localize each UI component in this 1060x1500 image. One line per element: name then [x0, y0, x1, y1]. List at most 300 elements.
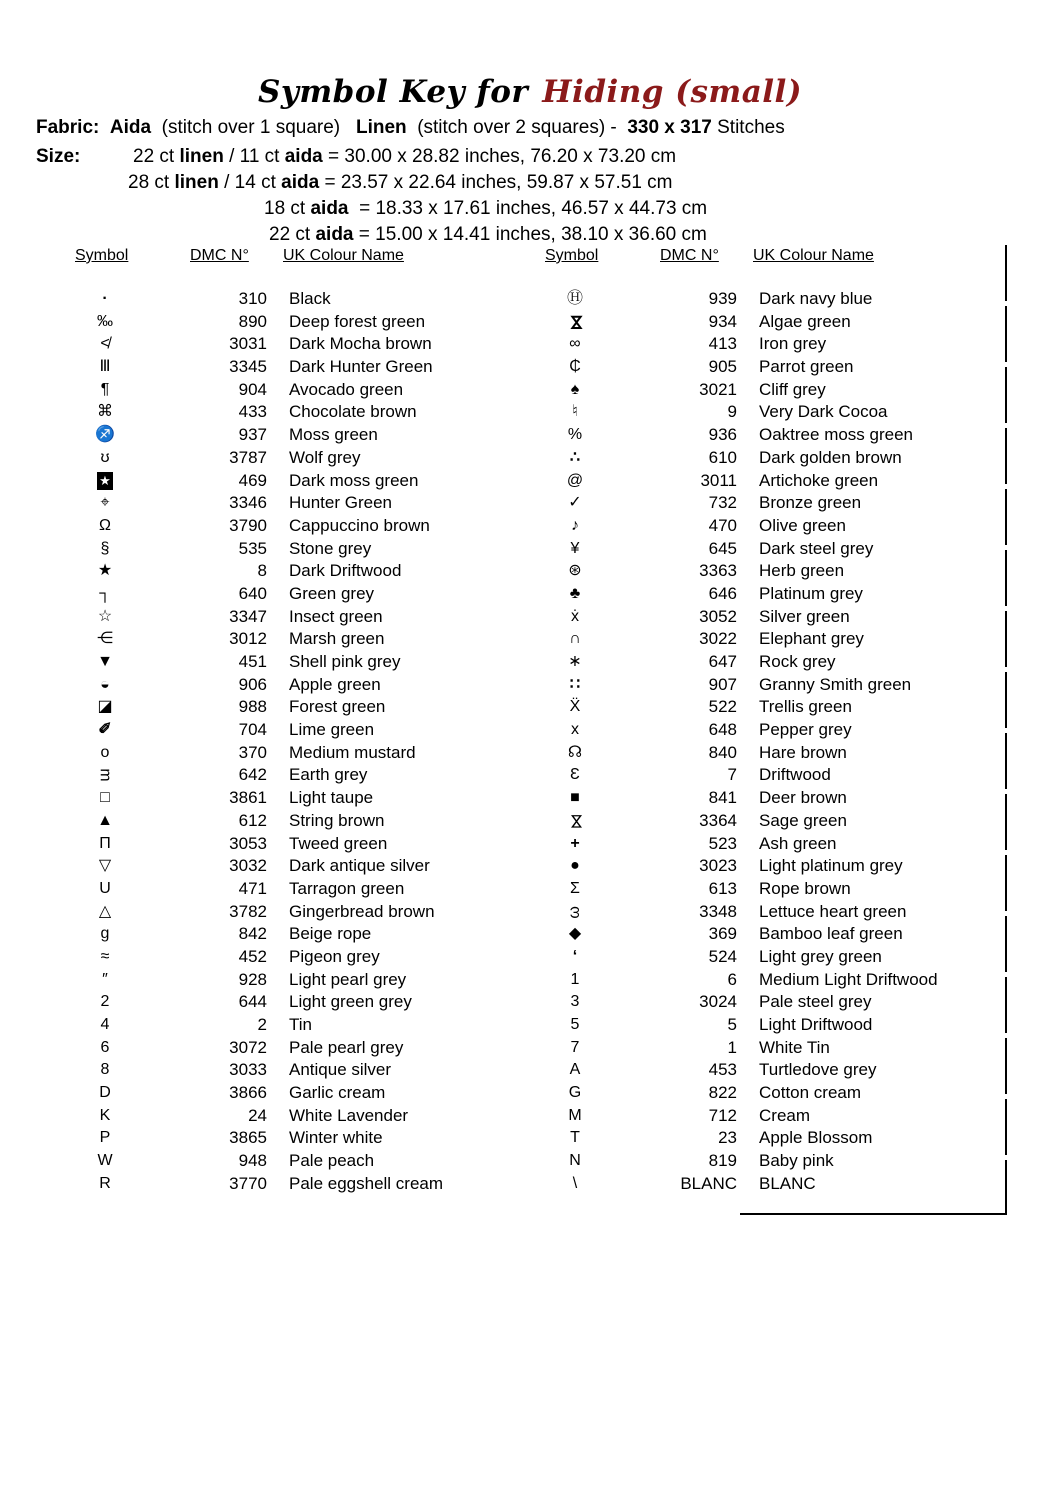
- colour-name: Turtledove grey: [759, 1060, 877, 1080]
- key-row: [530, 1059, 970, 1082]
- stitch-symbol-icon: ·: [102, 290, 108, 307]
- colour-name: Dark Mocha brown: [289, 334, 432, 354]
- dmc-number: 645: [708, 538, 737, 558]
- colour-name: Stone grey: [289, 538, 372, 558]
- dmc-number: 3031: [229, 334, 267, 354]
- colour-name: Gingerbread brown: [289, 901, 435, 921]
- dmc-number: 2: [257, 1015, 267, 1034]
- colour-name: Dark navy blue: [759, 289, 873, 308]
- colour-name: Pale steel grey: [759, 992, 872, 1012]
- colour-name: Forest green: [289, 697, 386, 717]
- key-row: [60, 538, 500, 561]
- key-row: [530, 333, 970, 356]
- text-segment: = 18.33 x 17.61 inches, 46.57 x 44.73 cm: [348, 198, 708, 219]
- dmc-number: BLANC: [680, 1173, 737, 1193]
- symbol-cell: [530, 719, 620, 742]
- key-row: [530, 1127, 970, 1150]
- dmc-number: 613: [708, 878, 737, 898]
- stitch-symbol-icon: ♐: [95, 426, 115, 444]
- dmc-number: 3861: [229, 788, 267, 808]
- stitch-symbol-icon: ∗: [568, 653, 582, 670]
- colour-name: Ash green: [759, 833, 837, 853]
- stitch-symbol-icon: ω: [565, 905, 583, 919]
- key-row: [530, 1037, 970, 1060]
- dmc-number: 934: [708, 311, 737, 331]
- colour-name: Rope brown: [759, 878, 851, 898]
- colour-name: Marsh green: [289, 629, 385, 649]
- stitch-symbol-icon: ∞: [569, 335, 581, 353]
- stitch-symbol-icon: 5: [570, 1016, 580, 1033]
- dmc-number: 890: [238, 311, 267, 331]
- key-row: [60, 764, 500, 787]
- size-label: Size:: [36, 146, 81, 167]
- dmc-number: 3033: [229, 1060, 267, 1080]
- symbol-cell: [530, 628, 620, 651]
- key-row: [530, 969, 970, 992]
- stitch-symbol-icon: ☊: [567, 743, 583, 761]
- text-segment: 28 ct: [128, 172, 175, 193]
- stitch-symbol-icon: 4: [100, 1016, 110, 1033]
- dmc-number: 3347: [229, 606, 267, 626]
- colour-name: Deer brown: [759, 788, 847, 808]
- colour-name: String brown: [289, 810, 385, 830]
- key-row: [530, 424, 970, 447]
- colour-name: Apple Blossom: [759, 1128, 873, 1148]
- name-column-header: UK Colour Name: [283, 247, 404, 264]
- colour-name: Lime green: [289, 720, 375, 740]
- stitch-symbol-icon: Σ: [570, 879, 580, 897]
- dmc-number: 907: [708, 674, 737, 694]
- stitch-symbol-icon: %: [567, 426, 583, 444]
- dmc-number: 732: [708, 493, 737, 513]
- key-row: [530, 538, 970, 561]
- symbol-cell: [530, 288, 620, 311]
- key-row: [60, 470, 500, 493]
- stitch-symbol-icon: ¥: [570, 539, 580, 557]
- symbol-cell: [530, 969, 620, 992]
- key-row: [530, 674, 970, 697]
- dmc-number: 841: [708, 788, 737, 808]
- stitch-symbol-icon: 6: [100, 1038, 110, 1056]
- symbol-cell: [60, 333, 150, 356]
- stitch-symbol-icon: R: [99, 1174, 111, 1192]
- stitch-symbol-icon: ⊛: [568, 562, 582, 580]
- colour-name: Granny Smith green: [759, 674, 912, 694]
- text-segment: linen: [179, 146, 224, 167]
- symbol-cell: [530, 606, 620, 629]
- colour-name: Driftwood: [759, 765, 831, 785]
- stitch-symbol-icon: ᴟ: [100, 766, 110, 784]
- key-row: [530, 764, 970, 787]
- symbol-cell: [530, 946, 620, 969]
- colour-name: Light Driftwood: [759, 1015, 873, 1034]
- colour-name: Hunter Green: [289, 493, 392, 513]
- symbol-cell: [60, 356, 150, 379]
- colour-name: Iron grey: [759, 334, 827, 354]
- key-row: [60, 1127, 500, 1150]
- dmc-number: 3032: [229, 856, 267, 876]
- dmc-number: 6: [727, 969, 737, 989]
- stitch-symbol-icon: +: [570, 834, 580, 852]
- dmc-column-header: DMC N°: [660, 247, 719, 264]
- dmc-number: 3022: [699, 629, 737, 649]
- symbol-cell: [530, 991, 620, 1014]
- colour-name: Earth grey: [289, 765, 368, 785]
- dmc-number: 712: [708, 1105, 737, 1125]
- symbol-cell: [530, 492, 620, 515]
- colour-name: Tweed green: [289, 833, 388, 853]
- dmc-number: 906: [238, 674, 267, 694]
- key-row: [60, 447, 500, 470]
- symbol-cell: [530, 696, 620, 719]
- symbol-cell: [530, 1105, 620, 1128]
- stitch-symbol-icon: K: [99, 1106, 111, 1124]
- symbol-cell: [530, 674, 620, 697]
- symbol-cell: [530, 470, 620, 493]
- symbol-cell: [60, 674, 150, 697]
- colour-name: Medium mustard: [289, 742, 416, 762]
- stitch-symbol-icon: 8: [100, 1061, 110, 1079]
- symbol-cell: [60, 855, 150, 878]
- stitch-symbol-icon: D: [99, 1084, 111, 1102]
- stitch-symbol-icon: ‰: [97, 312, 113, 330]
- key-row: [530, 1082, 970, 1105]
- symbol-cell: [530, 1059, 620, 1082]
- stitch-symbol-icon: ⋈: [567, 813, 585, 830]
- key-row: [530, 583, 970, 606]
- stitch-symbol-icon: W: [97, 1152, 113, 1170]
- symbol-cell: [530, 833, 620, 856]
- colour-name: Pale peach: [289, 1151, 375, 1171]
- dmc-number: 310: [238, 289, 267, 308]
- colour-name: Cliff grey: [759, 379, 826, 399]
- dmc-number: 642: [238, 765, 267, 785]
- dmc-number: 3021: [699, 379, 737, 399]
- symbol-cell: [530, 923, 620, 946]
- dmc-number: 452: [238, 946, 267, 966]
- colour-name: Light taupe: [289, 788, 374, 808]
- stitch-symbol-icon: ✓: [568, 494, 582, 512]
- colour-name: Pigeon grey: [289, 946, 380, 966]
- symbol-cell: [60, 1014, 150, 1037]
- stitch-symbol-icon: A: [569, 1061, 581, 1079]
- stitch-symbol-icon: Ⓗ: [566, 290, 583, 307]
- symbol-cell: [530, 742, 620, 765]
- key-row: [530, 651, 970, 674]
- colour-name: Dark Driftwood: [289, 561, 402, 581]
- dmc-number: 524: [708, 946, 737, 966]
- key-row: [60, 1105, 500, 1128]
- key-row: [530, 628, 970, 651]
- stitch-symbol-icon: ⌖: [100, 494, 110, 512]
- key-row: [530, 946, 970, 969]
- symbol-cell: [60, 969, 150, 992]
- stitch-symbol-icon: ♪: [571, 516, 579, 534]
- stitch-symbol-icon: ⋲: [97, 630, 113, 648]
- dmc-number: 3345: [229, 357, 267, 377]
- symbol-cell: [530, 1173, 620, 1196]
- colour-name: Light pearl grey: [289, 969, 407, 989]
- text-segment: Aida: [109, 117, 152, 138]
- key-row: [530, 288, 970, 311]
- key-row: [60, 991, 500, 1014]
- page-title: [0, 74, 1060, 110]
- symbol-cell: [530, 1037, 620, 1060]
- symbol-cell: [60, 424, 150, 447]
- stitch-symbol-icon: P: [99, 1129, 111, 1147]
- key-row: [530, 696, 970, 719]
- stitch-symbol-icon: Ω: [99, 516, 111, 534]
- symbol-cell: [530, 447, 620, 470]
- key-row: [530, 606, 970, 629]
- stitch-symbol-icon: T: [570, 1129, 580, 1147]
- colour-name: Moss green: [289, 425, 378, 445]
- right-border-dashed-line: [1005, 245, 1007, 1215]
- colour-name: Shell pink grey: [289, 652, 401, 671]
- key-row: [60, 492, 500, 515]
- symbol-cell: [60, 991, 150, 1014]
- symbol-cell: [60, 810, 150, 833]
- symbol-cell: [60, 719, 150, 742]
- dmc-number: 644: [238, 992, 267, 1012]
- key-row: [530, 833, 970, 856]
- dmc-number: 369: [708, 924, 737, 944]
- size-line-1: [133, 146, 676, 168]
- dmc-number: 471: [238, 878, 267, 898]
- colour-name: Pale pearl grey: [289, 1037, 404, 1057]
- colour-name: Dark moss green: [289, 470, 419, 490]
- stitch-symbol-icon: 1: [570, 970, 580, 988]
- stitch-symbol-icon: ☆: [97, 607, 113, 625]
- colour-name: Elephant grey: [759, 629, 864, 649]
- colour-name: Beige rope: [289, 924, 372, 944]
- key-row: [530, 1173, 970, 1196]
- stitch-symbol-icon: ▲: [97, 811, 113, 829]
- key-row: [60, 651, 500, 674]
- symbol-cell: [60, 1059, 150, 1082]
- symbol-cell: [530, 1127, 620, 1150]
- dmc-number: 612: [238, 810, 267, 830]
- stitch-symbol-icon: ♣: [569, 584, 581, 602]
- text-segment: aida: [310, 198, 349, 219]
- text-segment: Linen: [355, 117, 407, 138]
- stitch-symbol-icon: ⌘: [97, 403, 113, 421]
- stitch-symbol-icon: 2: [100, 993, 110, 1011]
- dmc-number: 904: [238, 379, 267, 399]
- symbol-cell: [60, 379, 150, 402]
- symbol-cell: [530, 901, 620, 924]
- key-row: [530, 991, 970, 1014]
- dmc-number: 3024: [699, 992, 737, 1012]
- key-row: [530, 855, 970, 878]
- stitch-symbol-icon: ≮: [100, 335, 110, 353]
- stitch-symbol-icon: △: [98, 902, 112, 920]
- symbol-cell: [60, 1173, 150, 1196]
- dmc-number: 640: [238, 583, 267, 603]
- key-row: [60, 742, 500, 765]
- colour-name: Lettuce heart green: [759, 901, 907, 921]
- dmc-number: 3770: [229, 1173, 267, 1193]
- key-row: [60, 515, 500, 538]
- key-row: [60, 333, 500, 356]
- key-row: [530, 719, 970, 742]
- colour-name: Dark antique silver: [289, 856, 430, 876]
- dmc-number: 3865: [229, 1128, 267, 1148]
- text-segment: [99, 117, 110, 138]
- symbol-cell: [530, 333, 620, 356]
- symbol-cell: [530, 356, 620, 379]
- stitch-symbol-icon: ♮: [572, 403, 578, 421]
- symbol-cell: [530, 1082, 620, 1105]
- table-header-right: [530, 247, 960, 267]
- key-row: [60, 606, 500, 629]
- key-row: [60, 1059, 500, 1082]
- dmc-number: 451: [238, 652, 267, 671]
- key-row: [60, 787, 500, 810]
- symbol-cell: [60, 696, 150, 719]
- colour-name: Platinum grey: [759, 583, 863, 603]
- colour-name: Avocado green: [289, 379, 404, 399]
- title-prefix: Symbol Key for: [257, 74, 529, 110]
- key-row: [60, 288, 500, 311]
- colour-name: Algae green: [759, 311, 851, 331]
- key-row: [60, 356, 500, 379]
- symbol-cell: [530, 311, 620, 334]
- dmc-number: 646: [708, 583, 737, 603]
- key-column-right: [530, 288, 970, 1196]
- colour-name: Light green grey: [289, 992, 412, 1012]
- colour-name: Artichoke green: [759, 470, 879, 490]
- table-header-left: [60, 247, 490, 267]
- symbol-cell: [530, 787, 620, 810]
- colour-name: Green grey: [289, 583, 375, 603]
- symbol-cell: [60, 787, 150, 810]
- stitch-symbol-icon: N: [569, 1152, 581, 1170]
- symbol-cell: [60, 1037, 150, 1060]
- colour-name: Pepper grey: [759, 720, 852, 740]
- colour-name: Cappuccino brown: [289, 515, 430, 535]
- dmc-number: 988: [238, 697, 267, 717]
- key-row: [60, 833, 500, 856]
- key-row: [60, 424, 500, 447]
- dmc-number: 842: [238, 924, 267, 944]
- colour-name: Light grey green: [759, 946, 882, 966]
- stitch-symbol-icon: 7: [570, 1038, 580, 1056]
- key-row: [530, 787, 970, 810]
- colour-name: Tin: [289, 1015, 312, 1034]
- symbol-cell: [60, 901, 150, 924]
- stitch-symbol-icon: Ɛ: [570, 766, 580, 784]
- dmc-number: 433: [238, 402, 267, 422]
- symbol-cell: [60, 628, 150, 651]
- symbol-cell: [60, 288, 150, 311]
- symbol-cell: [530, 583, 620, 606]
- dmc-number: 3782: [229, 901, 267, 921]
- colour-name: Dark golden brown: [759, 447, 902, 467]
- stitch-symbol-icon: §: [100, 539, 110, 557]
- symbol-cell: [60, 1105, 150, 1128]
- colour-name: Silver green: [759, 606, 850, 626]
- dmc-number: 3787: [229, 447, 267, 467]
- dmc-number: 840: [708, 742, 737, 762]
- colour-name: Wolf grey: [289, 447, 361, 467]
- colour-name: Baby pink: [759, 1151, 834, 1171]
- dmc-number: 3363: [699, 561, 737, 581]
- dmc-number: 3364: [699, 810, 737, 830]
- stitch-symbol-icon: 3: [570, 993, 580, 1011]
- key-row: [530, 560, 970, 583]
- size-line-2: [128, 172, 673, 194]
- text-segment: aida: [315, 224, 354, 245]
- dmc-number: 523: [708, 833, 737, 853]
- text-segment: / 14 ct: [218, 172, 282, 193]
- colour-name: Garlic cream: [289, 1083, 386, 1103]
- key-row: [60, 855, 500, 878]
- symbol-column-header: Symbol: [75, 247, 129, 264]
- text-segment: 22 ct: [269, 224, 316, 245]
- key-row: [60, 810, 500, 833]
- dmc-number: 470: [708, 515, 737, 535]
- stitch-symbol-icon: ∷: [569, 675, 581, 693]
- symbol-cell: [60, 764, 150, 787]
- symbol-cell: [60, 311, 150, 334]
- key-row: [60, 379, 500, 402]
- stitch-symbol-icon: ¶: [100, 380, 110, 398]
- colour-name: Pale eggshell cream: [289, 1173, 444, 1193]
- symbol-cell: [60, 1150, 150, 1173]
- symbol-cell: [60, 833, 150, 856]
- key-row: [60, 311, 500, 334]
- dmc-number: 3052: [699, 606, 737, 626]
- stitch-symbol-icon: ʊ: [100, 448, 110, 466]
- stitch-symbol-icon: ▽: [98, 857, 112, 875]
- colour-name: Hare brown: [759, 742, 847, 762]
- colour-name: Dark Hunter Green: [289, 357, 433, 377]
- dmc-number: 9: [727, 402, 737, 422]
- key-row: [60, 696, 500, 719]
- dmc-number: 469: [238, 470, 267, 490]
- stitch-symbol-icon: ∴: [569, 448, 581, 466]
- symbol-cell: [530, 651, 620, 674]
- key-row: [60, 1014, 500, 1037]
- colour-name: Winter white: [289, 1128, 383, 1148]
- dmc-number: 647: [708, 652, 737, 671]
- colour-name: Trellis green: [759, 697, 852, 717]
- colour-name: Olive green: [759, 515, 846, 535]
- symbol-cell: [530, 538, 620, 561]
- key-row: [60, 1150, 500, 1173]
- symbol-cell: [60, 583, 150, 606]
- key-row: [530, 1014, 970, 1037]
- stitch-symbol-icon: ẋ: [571, 607, 579, 625]
- key-row: [60, 401, 500, 424]
- text-segment: (stitch over 1 square): [151, 117, 356, 138]
- key-row: [60, 628, 500, 651]
- symbol-cell: [60, 560, 150, 583]
- colour-name: Tarragon green: [289, 878, 405, 898]
- dmc-number: 370: [238, 742, 267, 762]
- dmc-number: 522: [708, 697, 737, 717]
- dmc-number: 704: [238, 720, 267, 740]
- stitch-symbol-icon: o: [100, 743, 110, 761]
- symbol-cell: [60, 447, 150, 470]
- key-row: [530, 878, 970, 901]
- colour-name: Bronze green: [759, 493, 862, 513]
- key-row: [530, 447, 970, 470]
- stitch-symbol-icon: ‘: [572, 947, 578, 965]
- symbol-cell: [60, 651, 150, 674]
- stitch-symbol-icon: Π: [99, 834, 111, 852]
